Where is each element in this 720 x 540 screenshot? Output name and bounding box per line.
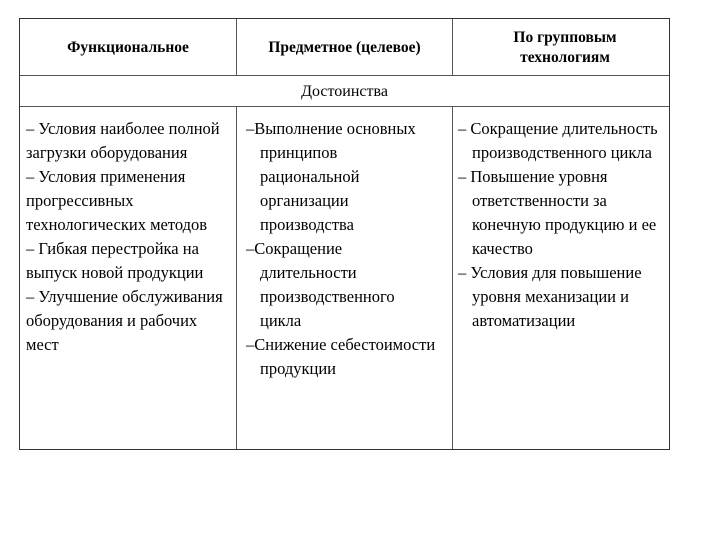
list-item: – Гибкая перестройка на выпуск новой продукции [26, 239, 204, 282]
column-divider [236, 107, 237, 449]
column-functional [26, 117, 231, 357]
list-item: –Сокращение длительности производственного цикла [246, 239, 395, 330]
list-item: – Условия применения прогрессивных технологических методов [26, 167, 208, 234]
advantages-table [19, 18, 670, 450]
list-item: –Выполнение основных принципов рациональной организации производства [246, 119, 416, 234]
list-item: – Условия наиболее полной загрузки оборудования [26, 119, 220, 162]
header-functional: Функциональное [67, 38, 189, 56]
list-item: – Улучшение обслуживания оборудования и рабочих мест [26, 287, 223, 354]
header-subject: Предметное (целевое) [268, 38, 421, 56]
column-divider [452, 107, 453, 449]
column-group-tech [458, 117, 668, 333]
list-item: – Повышение уровня ответственности за конечную продукцию и ее качество [458, 167, 657, 258]
advantages-subheader: Достоинства [301, 82, 388, 100]
column-divider [452, 19, 453, 76]
column-subject [246, 117, 436, 381]
list-item: – Условия для повышение уровня механизации и автоматизации [458, 263, 642, 330]
header-group-tech: По групповым технологиям [513, 28, 617, 66]
list-item: – Сокращение длительность производственного цикла [458, 119, 658, 162]
list-item: –Снижение себестоимости продукции [246, 335, 436, 378]
row-divider [20, 106, 669, 107]
